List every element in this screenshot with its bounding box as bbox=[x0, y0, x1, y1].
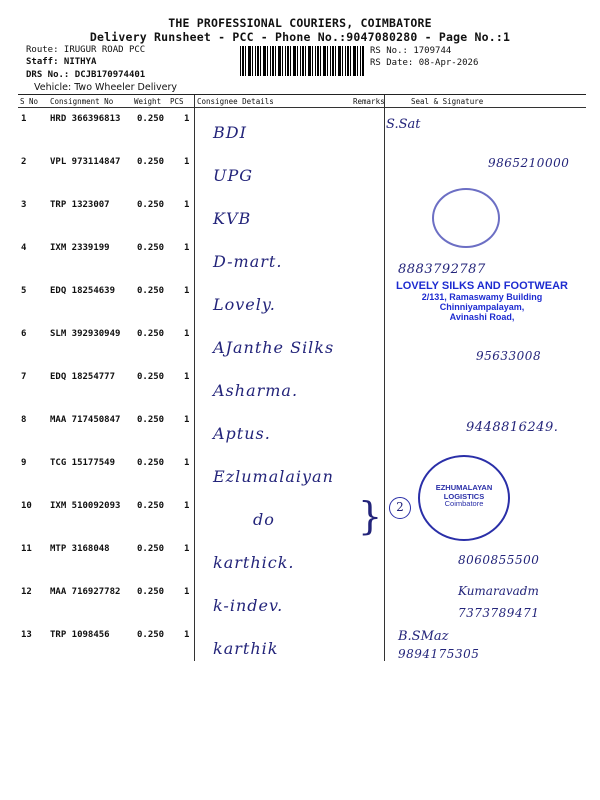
row-pcs: 1 bbox=[184, 286, 190, 296]
rs-date: RS Date: 08-Apr-2026 bbox=[370, 58, 479, 68]
row-weight: 0.250 bbox=[137, 544, 165, 554]
col-sno: S No bbox=[20, 97, 39, 106]
table-row bbox=[18, 367, 586, 409]
row-consignment: TCG 15177549 bbox=[50, 458, 116, 468]
table-header bbox=[18, 95, 586, 108]
row-weight: 0.250 bbox=[137, 501, 165, 511]
row-consignee: Ezlumalaiyan bbox=[213, 467, 334, 486]
stamp-line: 2/131, Ramaswamy Building bbox=[421, 292, 543, 302]
row-pcs: 1 bbox=[184, 458, 190, 468]
row-sno: 12 bbox=[21, 587, 32, 597]
row-consignee: karthik bbox=[213, 639, 279, 658]
row-sno: 9 bbox=[21, 458, 27, 468]
barcode bbox=[240, 46, 364, 76]
row-sno: 5 bbox=[21, 286, 27, 296]
ezhumalayan-seal bbox=[418, 455, 510, 541]
row-pcs: 1 bbox=[184, 372, 190, 382]
brace-mark: } bbox=[358, 494, 383, 538]
row-phone: 8060855500 bbox=[458, 553, 540, 567]
row-consignment: TRP 1098456 bbox=[50, 630, 110, 640]
row-weight: 0.250 bbox=[137, 587, 165, 597]
row-weight: 0.250 bbox=[137, 114, 165, 124]
rs-number: RS No.: 1709744 bbox=[370, 46, 452, 56]
company-seal bbox=[432, 188, 500, 248]
row-pcs: 1 bbox=[184, 200, 190, 210]
row-weight: 0.250 bbox=[137, 243, 165, 253]
col-consignee: Consignee Details bbox=[197, 97, 274, 106]
circled-number-text: 2 bbox=[396, 500, 404, 514]
row-consignee: Aptus. bbox=[213, 424, 271, 443]
table-row bbox=[18, 539, 586, 581]
row-consignee: AJanthe Silks bbox=[213, 338, 335, 357]
seal-text: EZHUMALAYAN LOGISTICS bbox=[435, 483, 493, 501]
row-consignee: do bbox=[253, 510, 275, 529]
row-consignment: TRP 1323007 bbox=[50, 200, 110, 210]
row-pcs: 1 bbox=[184, 587, 190, 597]
row-phone: 7373789471 bbox=[458, 606, 540, 620]
row-weight: 0.250 bbox=[137, 372, 165, 382]
row-pcs: 1 bbox=[184, 544, 190, 554]
row-consignee: KVB bbox=[213, 209, 252, 228]
row-sno: 3 bbox=[21, 200, 27, 210]
row-consignment: VPL 973114847 bbox=[50, 157, 121, 167]
row-consignment: HRD 366396813 bbox=[50, 114, 121, 124]
row-pcs: 1 bbox=[184, 157, 190, 167]
row-consignment: IXM 510092093 bbox=[50, 501, 121, 511]
row-consignee: BDI bbox=[213, 123, 247, 142]
row-consignment: MAA 717450847 bbox=[50, 415, 121, 425]
col-signature: Seal & Signature bbox=[411, 97, 484, 106]
row-consignee: UPG bbox=[213, 166, 254, 185]
row-weight: 0.250 bbox=[137, 415, 165, 425]
row-weight: 0.250 bbox=[137, 458, 165, 468]
row-pcs: 1 bbox=[184, 501, 190, 511]
row-phone: 9448816249. bbox=[466, 420, 559, 435]
row-sno: 6 bbox=[21, 329, 27, 339]
row-consignment: SLM 392930949 bbox=[50, 329, 121, 339]
col-pcs: PCS bbox=[170, 97, 184, 106]
row-consignee: D-mart. bbox=[213, 252, 283, 271]
row-sno: 8 bbox=[21, 415, 27, 425]
row-consignment: MTP 3168048 bbox=[50, 544, 110, 554]
col-consignment: Consignment No bbox=[50, 97, 114, 106]
table-row bbox=[18, 195, 586, 237]
table-row bbox=[18, 324, 586, 366]
row-signature: B.SMaz bbox=[398, 629, 449, 644]
row-phone: 95633008 bbox=[476, 349, 542, 363]
stamp-line: Avinashi Road, bbox=[449, 312, 515, 322]
staff-info: Staff: NITHYA bbox=[26, 57, 97, 67]
row-pcs: 1 bbox=[184, 630, 190, 640]
drs-info bbox=[26, 70, 145, 80]
runsheet-table bbox=[18, 94, 586, 661]
col-remarks: Remarks bbox=[353, 97, 385, 106]
drs-label: DRS No.: bbox=[26, 70, 70, 80]
drs-value: DCJB170974401 bbox=[74, 70, 146, 80]
company-title: THE PROFESSIONAL COURIERS, COIMBATORE bbox=[168, 16, 432, 30]
table-row bbox=[18, 109, 586, 151]
row-pcs: 1 bbox=[184, 329, 190, 339]
row-sno: 11 bbox=[21, 544, 32, 554]
table-row bbox=[18, 625, 586, 667]
row-signature: Kumaravadm bbox=[458, 584, 539, 598]
stamp-line: LOVELY SILKS AND FOOTWEAR bbox=[396, 280, 568, 292]
col-weight: Weight bbox=[134, 97, 162, 106]
stamp-line: Chinniyampalayam, bbox=[439, 302, 525, 312]
row-pcs: 1 bbox=[184, 243, 190, 253]
row-consignment: EDQ 18254777 bbox=[50, 372, 116, 382]
seal-city: Coimbatore bbox=[444, 499, 484, 508]
row-consignee: Lovely. bbox=[213, 295, 276, 314]
row-phone: 9894175305 bbox=[398, 647, 480, 661]
table-row bbox=[18, 410, 586, 452]
row-phone: 8883792787 bbox=[398, 262, 486, 277]
table-row bbox=[18, 582, 586, 624]
row-weight: 0.250 bbox=[137, 286, 165, 296]
runsheet-subtitle: Delivery Runsheet - PCC - Phone No.:9047080280 - Page No.:1 bbox=[89, 30, 511, 44]
row-consignment: MAA 716927782 bbox=[50, 587, 121, 597]
row-pcs: 1 bbox=[184, 114, 190, 124]
row-sno: 13 bbox=[21, 630, 32, 640]
row-consignee: Asharma. bbox=[213, 381, 299, 400]
row-consignee: k-indev. bbox=[213, 596, 284, 615]
row-weight: 0.250 bbox=[137, 630, 165, 640]
row-signature: S.Sat bbox=[386, 117, 421, 132]
circled-number bbox=[389, 497, 411, 519]
row-consignee: karthick. bbox=[213, 553, 295, 572]
row-consignment: EDQ 18254639 bbox=[50, 286, 116, 296]
lovely-silks-stamp bbox=[382, 280, 582, 322]
row-weight: 0.250 bbox=[137, 200, 165, 210]
route-info: Route: IRUGUR ROAD PCC bbox=[26, 45, 146, 55]
row-sno: 2 bbox=[21, 157, 27, 167]
row-weight: 0.250 bbox=[137, 157, 165, 167]
row-phone: 9865210000 bbox=[488, 156, 570, 170]
row-sno: 7 bbox=[21, 372, 27, 382]
row-pcs: 1 bbox=[184, 415, 190, 425]
vehicle-info: Vehicle: Two Wheeler Delivery bbox=[34, 82, 177, 93]
row-sno: 1 bbox=[21, 114, 27, 124]
table-row bbox=[18, 238, 586, 280]
row-consignment: IXM 2339199 bbox=[50, 243, 110, 253]
row-weight: 0.250 bbox=[137, 329, 165, 339]
row-sno: 4 bbox=[21, 243, 27, 253]
table-row bbox=[18, 152, 586, 194]
row-sno: 10 bbox=[21, 501, 32, 511]
